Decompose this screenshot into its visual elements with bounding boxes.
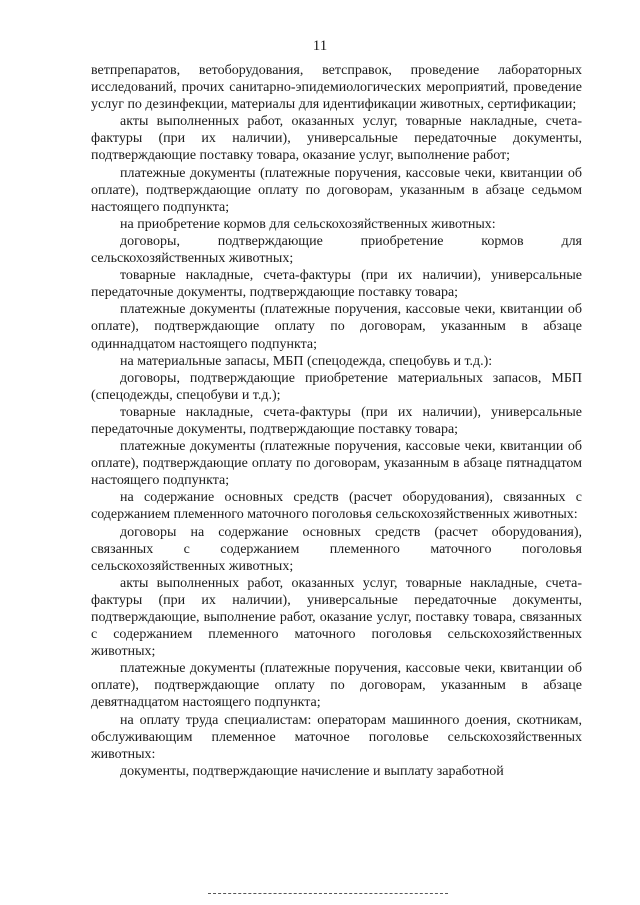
paragraph: на материальные запасы, МБП (спецодежда, спецобувь и т.д.):: [120, 353, 493, 369]
page-number: 11: [312, 38, 328, 54]
paragraph: документы, подтверждающие начисление и выплату заработной: [120, 763, 504, 779]
paragraph: акты выполненных работ, оказанных услуг, товарные накладные, счета-фактуры (при их наличии), универсальные передаточные документы, подтверждающие поставку товара, оказание услуг, выполнение работ;: [91, 114, 582, 164]
paragraph: договоры на содержание основных средств (расчет оборудования), связанных с содержанием племенного маточного поголовья сельскохозяйственных животных;: [91, 524, 582, 574]
paragraph: платежные документы (платежные поручения, кассовые чеки, квитанции об оплате), подтверждающие оплату по договорам, указанным в абзаце девятнадцатом настоящего подпункта;: [91, 661, 582, 711]
paragraph: договоры, подтверждающие приобретение кормов для сельскохозяйственных животных;: [91, 233, 582, 267]
paragraph: платежные документы (платежные поручения, кассовые чеки, квитанции об оплате), подтверждающие оплату по договорам, указанным в абзаце седьмом настоящего подпункта;: [91, 165, 582, 215]
paragraph: товарные накладные, счета-фактуры (при их наличии), универсальные передаточные документы, подтверждающие поставку товара;: [91, 268, 582, 301]
paragraph: платежные документы (платежные поручения, кассовые чеки, квитанции об оплате), подтверждающие оплату по договорам, указанным в абзаце одиннадцатом настоящего подпункта;: [91, 302, 582, 352]
paragraph: на содержание основных средств (расчет оборудования), связанных с содержанием племенного маточного поголовья сельскохозяйственных животных:: [91, 490, 582, 523]
paragraph: договоры, подтверждающие приобретение материальных запасов, МБП (спецодежды, спецобуви и т.д.);: [91, 370, 582, 403]
paragraph: товарные накладные, счета-фактуры (при их наличии), универсальные передаточные документы, подтверждающие поставку товара;: [91, 404, 582, 437]
paragraph-continuation: ветпрепаратов, ветоборудования, ветсправок, проведение лабораторных исследований, прочих санитарно-эпидемиологических мероприятий, проведение услуг по дезинфекции, материалы для идентификации животных, сертификации;: [91, 63, 582, 113]
paragraph: на оплату труда специалистам: операторам машинного доения, скотникам, обслуживающим племенное маточное поголовье сельскохозяйственных животных:: [91, 712, 582, 762]
body-text: [91, 62, 582, 780]
paragraph: платежные документы (платежные поручения, кассовые чеки, квитанции об оплате), подтверждающие оплату по договорам, указанным в абзаце пятнадцатом настоящего подпункта;: [91, 439, 582, 489]
footer-divider: [208, 893, 448, 894]
paragraph: акты выполненных работ, оказанных услуг, товарные накладные, счета-фактуры (при их наличии), универсальные передаточные документы, подтверждающие, выполнение работ, оказание услуг, поставку товара, связанных с содержанием племенного маточного поголовья сельскохозяйственных животных;: [91, 575, 582, 660]
paragraph: на приобретение кормов для сельскохозяйственных животных:: [120, 216, 496, 232]
